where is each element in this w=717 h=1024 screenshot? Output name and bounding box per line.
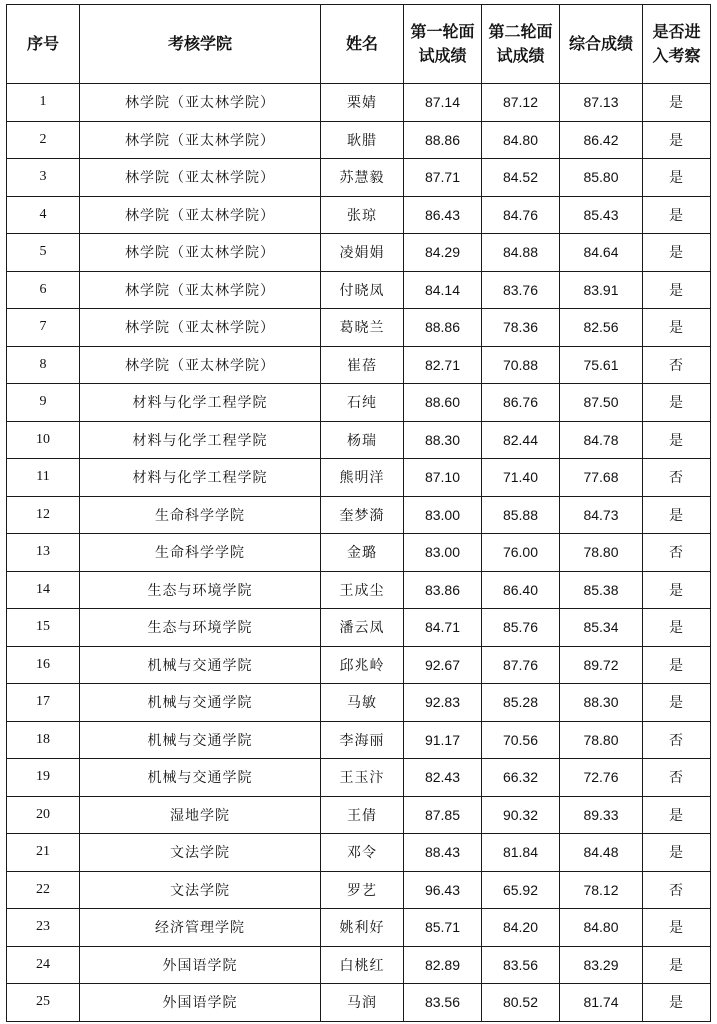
- cell-name: 王成尘: [321, 571, 404, 609]
- cell-college: 机械与交通学院: [80, 646, 321, 684]
- cell-round2: 84.88: [482, 234, 560, 272]
- cell-total: 84.64: [560, 234, 643, 272]
- cell-pass: 是: [643, 271, 711, 309]
- cell-college: 生命科学学院: [80, 534, 321, 572]
- cell-round1: 85.71: [404, 909, 482, 947]
- cell-total: 85.34: [560, 609, 643, 647]
- cell-pass: 否: [643, 871, 711, 909]
- cell-college: 材料与化学工程学院: [80, 384, 321, 422]
- cell-round2: 84.52: [482, 159, 560, 197]
- cell-index: 4: [7, 196, 80, 234]
- cell-total: 89.33: [560, 796, 643, 834]
- cell-round1: 88.60: [404, 384, 482, 422]
- cell-index: 9: [7, 384, 80, 422]
- cell-round1: 83.86: [404, 571, 482, 609]
- cell-total: 83.29: [560, 946, 643, 984]
- cell-college: 经济管理学院: [80, 909, 321, 947]
- table-row: [7, 421, 711, 459]
- cell-college: 林学院（亚太林学院）: [80, 271, 321, 309]
- cell-name: 苏慧毅: [321, 159, 404, 197]
- cell-round2: 70.56: [482, 721, 560, 759]
- cell-pass: 否: [643, 721, 711, 759]
- cell-name: 马敏: [321, 684, 404, 722]
- results-table: [6, 4, 711, 1022]
- cell-round1: 87.10: [404, 459, 482, 497]
- cell-name: 白桃红: [321, 946, 404, 984]
- table-row: [7, 309, 711, 347]
- cell-round1: 84.14: [404, 271, 482, 309]
- cell-total: 84.48: [560, 834, 643, 872]
- cell-index: 15: [7, 609, 80, 647]
- cell-pass: 是: [643, 121, 711, 159]
- table-row: [7, 684, 711, 722]
- table-row: [7, 834, 711, 872]
- cell-name: 石纯: [321, 384, 404, 422]
- cell-round1: 83.00: [404, 496, 482, 534]
- cell-pass: 是: [643, 684, 711, 722]
- table-row: [7, 271, 711, 309]
- cell-college: 文法学院: [80, 834, 321, 872]
- cell-pass: 是: [643, 309, 711, 347]
- cell-name: 张琼: [321, 196, 404, 234]
- header-pass: [643, 5, 711, 84]
- cell-pass: 是: [643, 984, 711, 1022]
- cell-round2: 84.80: [482, 121, 560, 159]
- cell-round2: 87.12: [482, 84, 560, 122]
- cell-name: 王倩: [321, 796, 404, 834]
- cell-index: 1: [7, 84, 80, 122]
- table-row: [7, 946, 711, 984]
- cell-index: 25: [7, 984, 80, 1022]
- cell-round2: 65.92: [482, 871, 560, 909]
- cell-total: 87.50: [560, 384, 643, 422]
- cell-index: 8: [7, 346, 80, 384]
- header-round2: [482, 5, 560, 84]
- cell-round2: 81.84: [482, 834, 560, 872]
- cell-round1: 87.71: [404, 159, 482, 197]
- cell-pass: 是: [643, 571, 711, 609]
- cell-round1: 92.67: [404, 646, 482, 684]
- cell-name: 凌娟娟: [321, 234, 404, 272]
- cell-index: 5: [7, 234, 80, 272]
- cell-round1: 83.56: [404, 984, 482, 1022]
- header-college: 考核学院: [80, 5, 321, 84]
- cell-total: 82.56: [560, 309, 643, 347]
- table-row: [7, 234, 711, 272]
- cell-round1: 91.17: [404, 721, 482, 759]
- table-row: [7, 721, 711, 759]
- cell-college: 生命科学学院: [80, 496, 321, 534]
- table-row: [7, 571, 711, 609]
- cell-round2: 83.56: [482, 946, 560, 984]
- cell-round1: 88.43: [404, 834, 482, 872]
- cell-total: 88.30: [560, 684, 643, 722]
- cell-pass: 是: [643, 909, 711, 947]
- cell-total: 81.74: [560, 984, 643, 1022]
- cell-index: 6: [7, 271, 80, 309]
- cell-college: 材料与化学工程学院: [80, 459, 321, 497]
- cell-pass: 是: [643, 84, 711, 122]
- cell-round1: 87.14: [404, 84, 482, 122]
- cell-college: 外国语学院: [80, 984, 321, 1022]
- cell-index: 11: [7, 459, 80, 497]
- cell-round2: 70.88: [482, 346, 560, 384]
- cell-college: 林学院（亚太林学院）: [80, 309, 321, 347]
- cell-total: 78.12: [560, 871, 643, 909]
- cell-name: 熊明洋: [321, 459, 404, 497]
- cell-index: 2: [7, 121, 80, 159]
- header-total-label: 综合成绩: [568, 34, 633, 53]
- table-row: [7, 121, 711, 159]
- cell-pass: 否: [643, 759, 711, 797]
- cell-index: 14: [7, 571, 80, 609]
- cell-college: 林学院（亚太林学院）: [80, 346, 321, 384]
- cell-pass: 是: [643, 946, 711, 984]
- cell-name: 栗婧: [321, 84, 404, 122]
- cell-pass: 是: [643, 609, 711, 647]
- cell-total: 84.78: [560, 421, 643, 459]
- cell-round2: 90.32: [482, 796, 560, 834]
- cell-round2: 83.76: [482, 271, 560, 309]
- cell-total: 85.43: [560, 196, 643, 234]
- cell-pass: 否: [643, 534, 711, 572]
- cell-name: 邱兆岭: [321, 646, 404, 684]
- cell-name: 付晓凤: [321, 271, 404, 309]
- cell-round1: 88.86: [404, 309, 482, 347]
- cell-round1: 84.29: [404, 234, 482, 272]
- cell-round2: 84.20: [482, 909, 560, 947]
- cell-name: 邓令: [321, 834, 404, 872]
- cell-round1: 83.00: [404, 534, 482, 572]
- cell-round2: 80.52: [482, 984, 560, 1022]
- header-name: 姓名: [321, 5, 404, 84]
- cell-total: 83.91: [560, 271, 643, 309]
- cell-college: 外国语学院: [80, 946, 321, 984]
- cell-index: 10: [7, 421, 80, 459]
- cell-total: 77.68: [560, 459, 643, 497]
- cell-index: 16: [7, 646, 80, 684]
- cell-college: 材料与化学工程学院: [80, 421, 321, 459]
- cell-pass: 是: [643, 159, 711, 197]
- cell-total: 84.73: [560, 496, 643, 534]
- table-row: [7, 984, 711, 1022]
- cell-name: 金璐: [321, 534, 404, 572]
- cell-round2: 66.32: [482, 759, 560, 797]
- cell-pass: 是: [643, 234, 711, 272]
- cell-college: 林学院（亚太林学院）: [80, 159, 321, 197]
- cell-name: 崔蓓: [321, 346, 404, 384]
- cell-round2: 87.76: [482, 646, 560, 684]
- table-row: [7, 459, 711, 497]
- cell-name: 杨瑞: [321, 421, 404, 459]
- cell-name: 奎梦漪: [321, 496, 404, 534]
- cell-round2: 85.88: [482, 496, 560, 534]
- cell-pass: 是: [643, 646, 711, 684]
- cell-name: 葛晓兰: [321, 309, 404, 347]
- cell-total: 72.76: [560, 759, 643, 797]
- header-index: 序号: [7, 5, 80, 84]
- table-row: [7, 871, 711, 909]
- header-round1-label: 第一轮面试成绩: [410, 22, 475, 65]
- cell-round2: 82.44: [482, 421, 560, 459]
- cell-name: 马润: [321, 984, 404, 1022]
- table-row: [7, 909, 711, 947]
- cell-college: 林学院（亚太林学院）: [80, 84, 321, 122]
- cell-college: 林学院（亚太林学院）: [80, 196, 321, 234]
- cell-pass: 是: [643, 796, 711, 834]
- cell-college: 生态与环境学院: [80, 609, 321, 647]
- cell-name: 罗艺: [321, 871, 404, 909]
- cell-round2: 85.76: [482, 609, 560, 647]
- cell-college: 生态与环境学院: [80, 571, 321, 609]
- header-row: [7, 5, 711, 84]
- cell-pass: 是: [643, 196, 711, 234]
- cell-round2: 76.00: [482, 534, 560, 572]
- cell-index: 13: [7, 534, 80, 572]
- cell-college: 林学院（亚太林学院）: [80, 234, 321, 272]
- header-round1: [404, 5, 482, 84]
- cell-round2: 86.40: [482, 571, 560, 609]
- cell-index: 20: [7, 796, 80, 834]
- cell-total: 87.13: [560, 84, 643, 122]
- table-header: [7, 5, 711, 84]
- table-row: [7, 496, 711, 534]
- cell-name: 李海丽: [321, 721, 404, 759]
- cell-total: 86.42: [560, 121, 643, 159]
- header-pass-label: 是否进入考察: [652, 22, 701, 65]
- cell-index: 12: [7, 496, 80, 534]
- cell-round2: 85.28: [482, 684, 560, 722]
- cell-index: 21: [7, 834, 80, 872]
- cell-total: 85.80: [560, 159, 643, 197]
- cell-total: 85.38: [560, 571, 643, 609]
- cell-round1: 88.30: [404, 421, 482, 459]
- table-row: [7, 796, 711, 834]
- cell-round1: 92.83: [404, 684, 482, 722]
- cell-college: 林学院（亚太林学院）: [80, 121, 321, 159]
- cell-index: 19: [7, 759, 80, 797]
- cell-college: 湿地学院: [80, 796, 321, 834]
- cell-round1: 82.89: [404, 946, 482, 984]
- header-round2-label: 第二轮面试成绩: [488, 22, 553, 65]
- table-body: [7, 84, 711, 1022]
- cell-index: 7: [7, 309, 80, 347]
- cell-college: 机械与交通学院: [80, 684, 321, 722]
- cell-pass: 否: [643, 459, 711, 497]
- cell-total: 78.80: [560, 534, 643, 572]
- table-row: [7, 384, 711, 422]
- cell-round2: 71.40: [482, 459, 560, 497]
- cell-round1: 96.43: [404, 871, 482, 909]
- cell-total: 84.80: [560, 909, 643, 947]
- cell-pass: 是: [643, 384, 711, 422]
- cell-name: 王玉汴: [321, 759, 404, 797]
- cell-index: 18: [7, 721, 80, 759]
- cell-college: 机械与交通学院: [80, 759, 321, 797]
- table-row: [7, 159, 711, 197]
- table-row: [7, 609, 711, 647]
- table-row: [7, 759, 711, 797]
- cell-college: 机械与交通学院: [80, 721, 321, 759]
- cell-index: 3: [7, 159, 80, 197]
- cell-college: 文法学院: [80, 871, 321, 909]
- cell-round1: 86.43: [404, 196, 482, 234]
- cell-index: 17: [7, 684, 80, 722]
- cell-pass: 是: [643, 496, 711, 534]
- cell-pass: 否: [643, 346, 711, 384]
- cell-name: 潘云凤: [321, 609, 404, 647]
- table-row: [7, 534, 711, 572]
- cell-name: 姚利好: [321, 909, 404, 947]
- cell-round1: 82.71: [404, 346, 482, 384]
- cell-index: 23: [7, 909, 80, 947]
- cell-index: 24: [7, 946, 80, 984]
- cell-round1: 87.85: [404, 796, 482, 834]
- cell-round2: 84.76: [482, 196, 560, 234]
- cell-round1: 88.86: [404, 121, 482, 159]
- table-row: [7, 196, 711, 234]
- cell-total: 89.72: [560, 646, 643, 684]
- cell-total: 78.80: [560, 721, 643, 759]
- table-row: [7, 84, 711, 122]
- table-row: [7, 646, 711, 684]
- cell-round1: 84.71: [404, 609, 482, 647]
- cell-round1: 82.43: [404, 759, 482, 797]
- header-total: [560, 5, 643, 84]
- cell-pass: 是: [643, 834, 711, 872]
- cell-round2: 78.36: [482, 309, 560, 347]
- cell-name: 耿腊: [321, 121, 404, 159]
- cell-round2: 86.76: [482, 384, 560, 422]
- cell-index: 22: [7, 871, 80, 909]
- cell-pass: 是: [643, 421, 711, 459]
- table-row: [7, 346, 711, 384]
- cell-total: 75.61: [560, 346, 643, 384]
